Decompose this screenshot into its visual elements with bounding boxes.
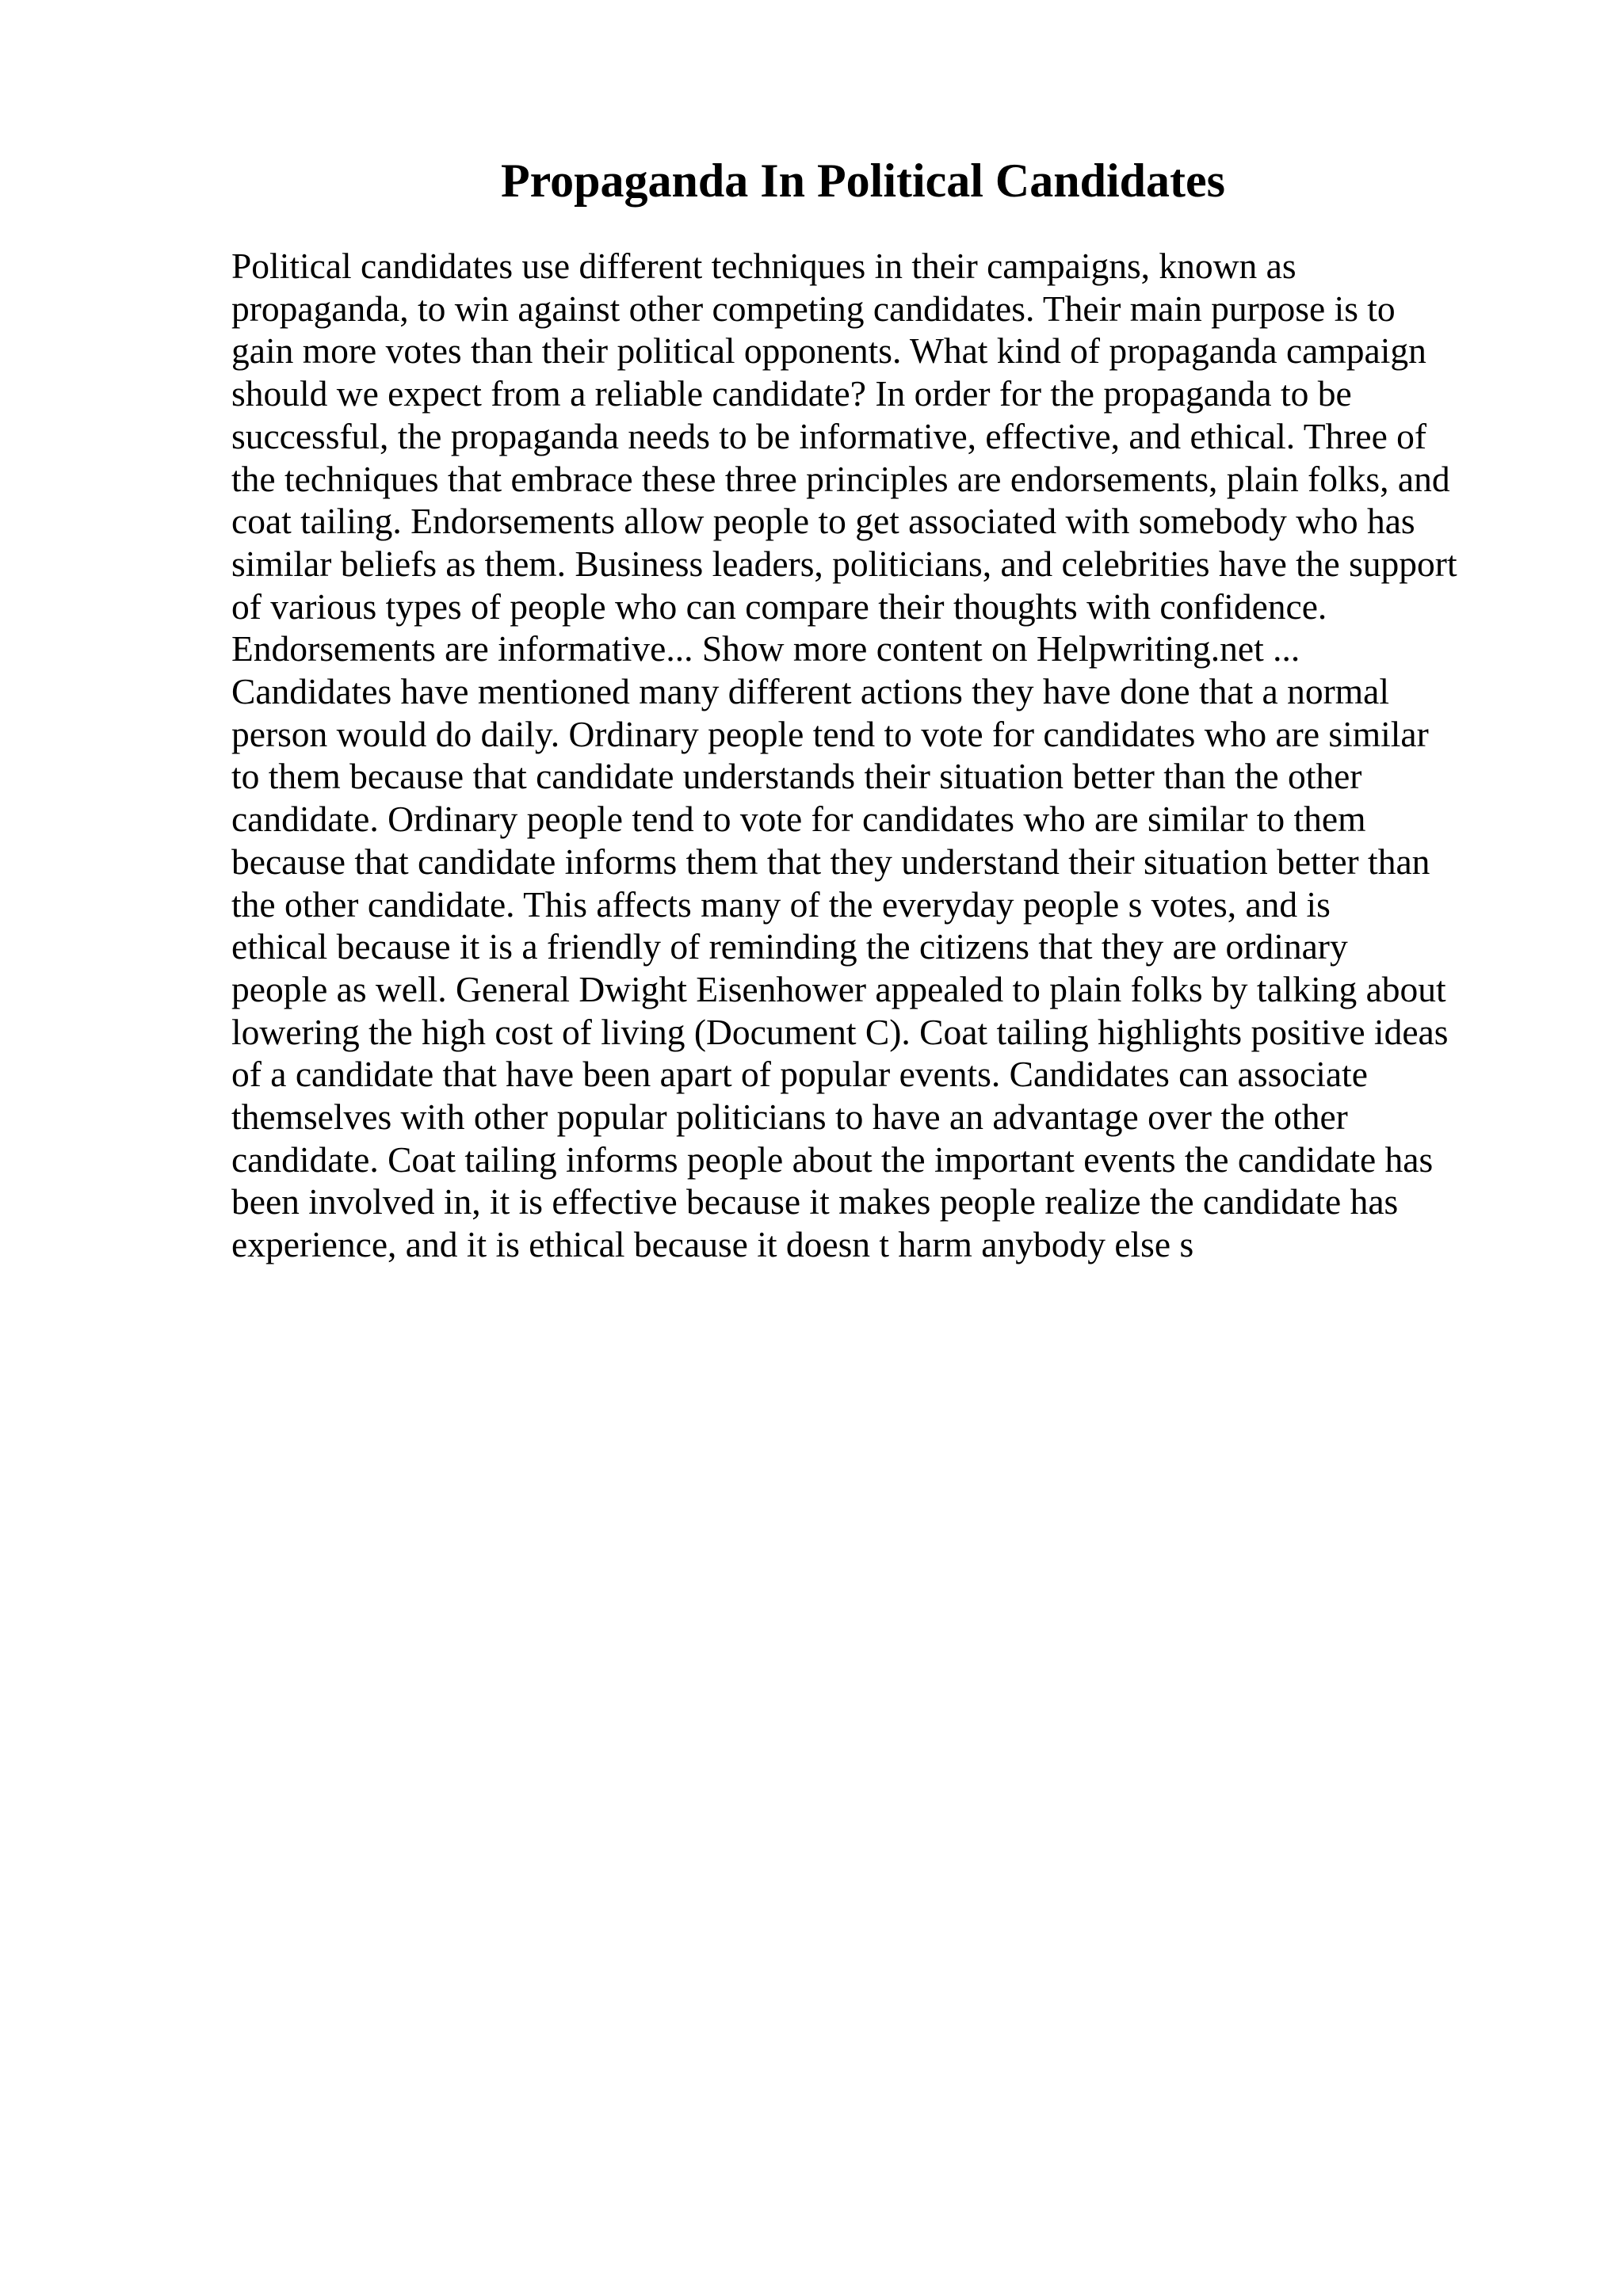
- body-line: should we expect from a reliable candidate? In order for the propaganda to be: [231, 373, 1352, 414]
- body-line: Endorsements are informative... Show more content on Helpwriting.net ...: [231, 628, 1300, 669]
- body-line: the techniques that embrace these three principles are endorsements, plain folks, and: [231, 458, 1450, 499]
- body-line: to them because that candidate understands their situation better than the other: [231, 756, 1362, 797]
- body-line: themselves with other popular politicians to have an advantage over the other: [231, 1097, 1348, 1138]
- body-line: because that candidate informs them that they understand their situation better than: [231, 841, 1430, 882]
- body-line: Candidates have mentioned many different actions they have done that a normal: [231, 671, 1389, 712]
- body-line: of a candidate that have been apart of popular events. Candidates can associate: [231, 1054, 1368, 1095]
- document-title: Propaganda In Political Candidates: [500, 154, 1226, 207]
- body-line: lowering the high cost of living (Document C). Coat tailing highlights positive ideas: [231, 1011, 1449, 1052]
- body-line: propaganda, to win against other competing candidates. Their main purpose is to: [231, 288, 1396, 329]
- body-line: been involved in, it is effective because it makes people realize the candidate has: [231, 1181, 1399, 1222]
- body-line: gain more votes than their political opponents. What kind of propaganda campaign: [231, 330, 1426, 372]
- body-line: candidate. Coat tailing informs people about the important events the candidate has: [231, 1138, 1434, 1180]
- body-line: ethical because it is a friendly of reminding the citizens that they are ordinary: [231, 926, 1348, 967]
- body-line: people as well. General Dwight Eisenhower appealed to plain folks by talking about: [231, 968, 1446, 1009]
- body-line: successful, the propaganda needs to be informative, effective, and ethical. Three of: [231, 415, 1427, 456]
- body-line: Political candidates use different techniques in their campaigns, known as: [231, 246, 1296, 286]
- body-line: of various types of people who can compare their thoughts with confidence.: [231, 585, 1327, 627]
- body-line: experience, and it is ethical because it doesn t harm anybody else s: [231, 1224, 1194, 1265]
- document-body: [231, 245, 1515, 1266]
- body-line: person would do daily. Ordinary people tend to vote for candidates who are similar: [231, 713, 1429, 754]
- body-line: similar beliefs as them. Business leaders, politicians, and celebrities have the support: [231, 543, 1457, 584]
- body-line: coat tailing. Endorsements allow people to get associated with somebody who has: [231, 501, 1415, 542]
- body-line: candidate. Ordinary people tend to vote for candidates who are similar to them: [231, 799, 1366, 840]
- body-line: the other candidate. This affects many of the everyday people s votes, and is: [231, 883, 1331, 925]
